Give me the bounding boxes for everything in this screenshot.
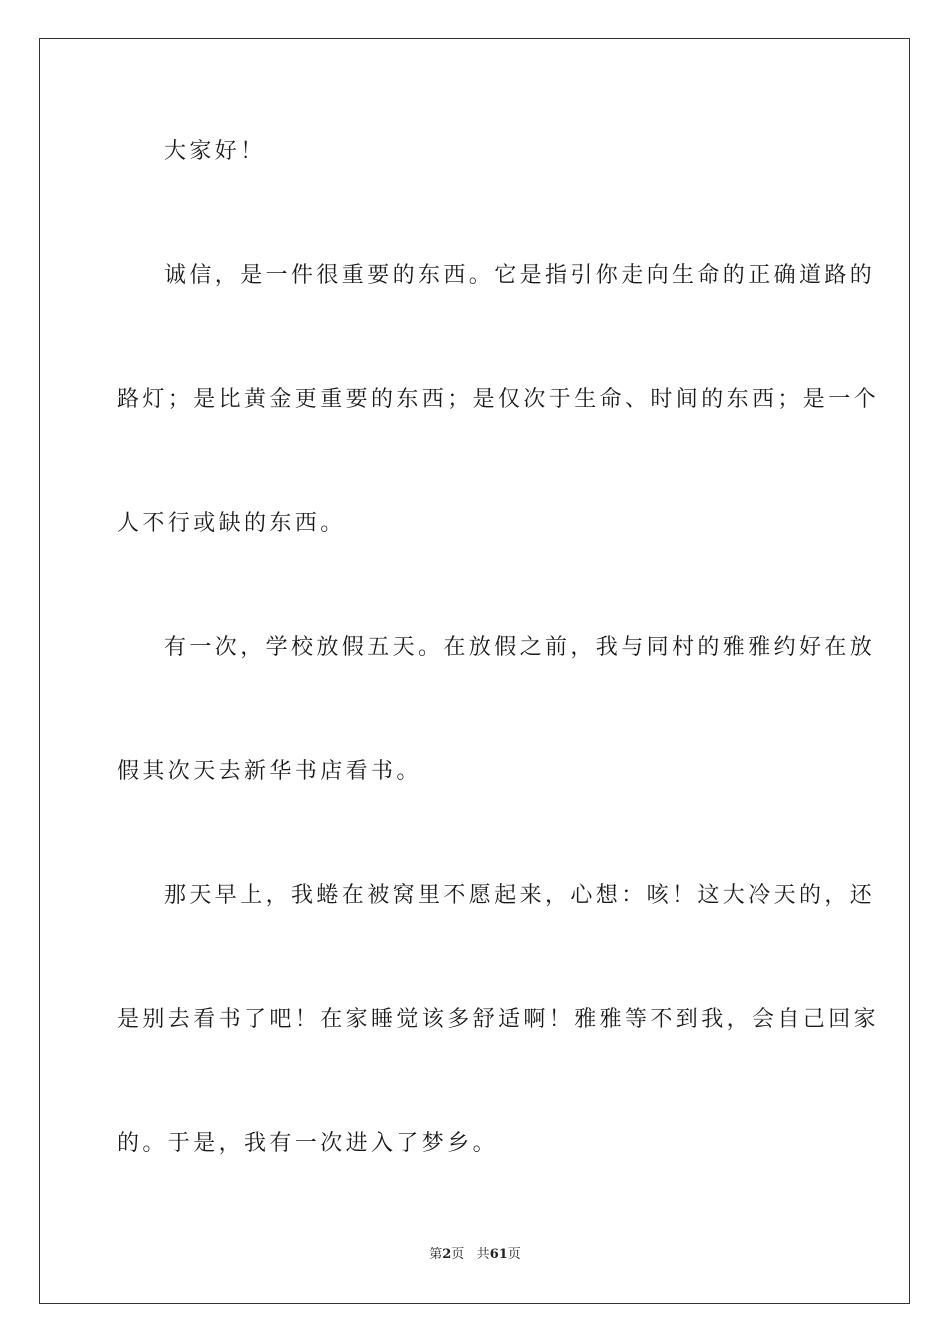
- paragraph-3-line-2: 是别去看书了吧！在家睡觉该多舒适啊！雅雅等不到我，会自己回家: [117, 1007, 880, 1032]
- paragraph-1-line-3: 人不行或缺的东西。: [117, 511, 346, 536]
- paragraph-1-line-2: 路灯；是比黄金更重要的东西；是仅次于生命、时间的东西；是一个: [117, 387, 880, 412]
- page-border: [39, 38, 910, 1304]
- page-footer: [0, 1246, 950, 1264]
- greeting-line: 大家好！: [164, 139, 266, 164]
- paragraph-3-line-1: 那天早上，我蜷在被窝里不愿起来，心想：咳！这大冷天的，还: [164, 883, 876, 908]
- total-pages-suffix: 页: [507, 1247, 521, 1262]
- paragraph-2-line-1: 有一次，学校放假五天。在放假之前，我与同村的雅雅约好在放: [164, 635, 876, 660]
- total-pages-prefix: 共: [476, 1247, 490, 1262]
- paragraph-2-line-2: 假其次天去新华书店看书。: [117, 759, 422, 784]
- total-pages: 61: [489, 1247, 508, 1262]
- page-number-prefix: 第: [429, 1247, 443, 1262]
- paragraph-3-line-3: 的。于是，我有一次进入了梦乡。: [117, 1131, 499, 1156]
- page-number: 2: [442, 1247, 452, 1262]
- page-number-suffix: 页: [451, 1247, 465, 1262]
- paragraph-1-line-1: 诚信，是一件很重要的东西。它是指引你走向生命的正确道路的: [164, 263, 876, 288]
